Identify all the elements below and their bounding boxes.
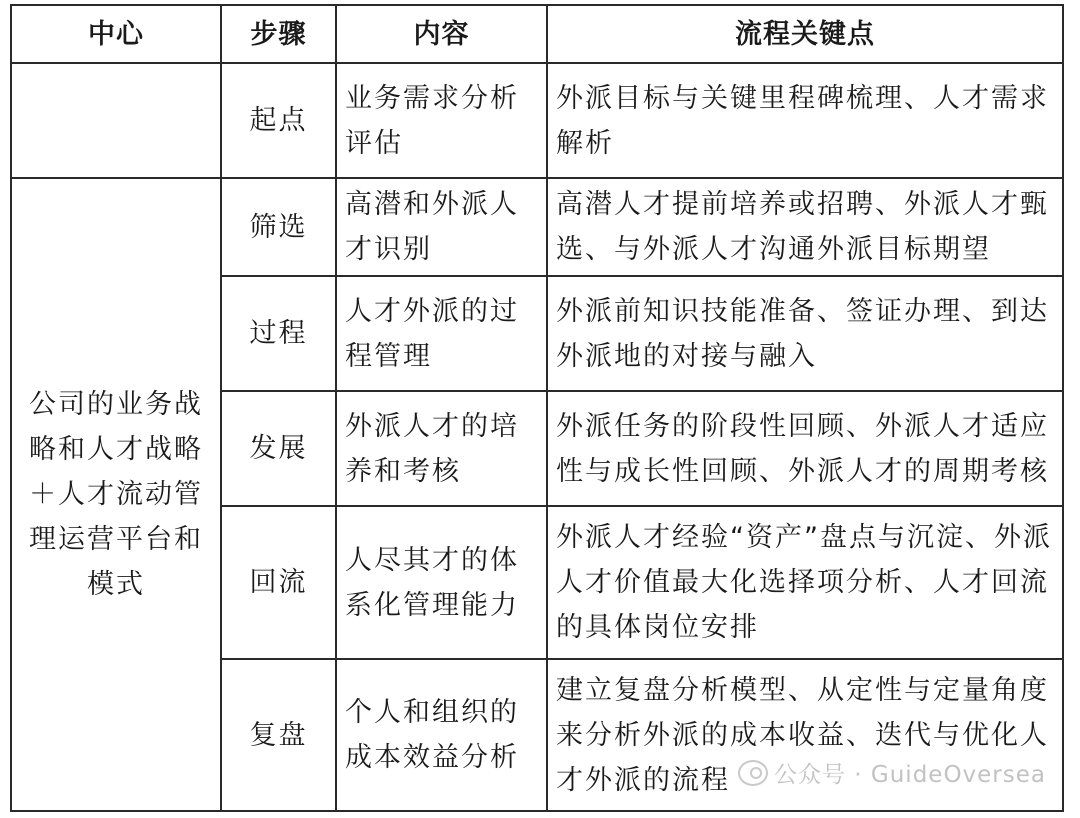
step-cell: 起点	[221, 63, 336, 178]
header-step: 步骤	[221, 5, 336, 63]
process-table	[10, 4, 1064, 812]
content-cell: 高潜和外派人才识别	[336, 178, 547, 276]
content-cell: 人才外派的过程管理	[336, 276, 547, 391]
step-cell: 筛选	[221, 178, 336, 276]
step-cell: 发展	[221, 391, 336, 506]
wechat-icon	[738, 760, 768, 786]
header-row	[11, 5, 1063, 63]
keypoint-cell: 高潜人才提前培养或招聘、外派人才甄选、与外派人才沟通外派目标期望	[547, 178, 1063, 276]
table-row	[11, 63, 1063, 178]
step-cell: 复盘	[221, 659, 336, 811]
watermark-text: 公众号 · GuideOversea	[773, 762, 1046, 788]
watermark	[738, 756, 1046, 789]
content-cell: 业务需求分析评估	[336, 63, 547, 178]
header-content: 内容	[336, 5, 547, 63]
header-center: 中心	[11, 5, 221, 63]
header-keypoints: 流程关键点	[547, 5, 1063, 63]
keypoint-cell: 外派前知识技能准备、签证办理、到达外派地的对接与融入	[547, 276, 1063, 391]
step-cell: 过程	[221, 276, 336, 391]
center-cell-main: 公司的业务战略和人才战略＋人才流动管理运营平台和模式	[11, 178, 221, 811]
keypoint-cell: 外派任务的阶段性回顾、外派人才适应性与成长性回顾、外派人才的周期考核	[547, 391, 1063, 506]
keypoint-cell: 外派目标与关键里程碑梳理、人才需求解析	[547, 63, 1063, 178]
content-cell: 外派人才的培养和考核	[336, 391, 547, 506]
table-row	[11, 178, 1063, 276]
step-cell: 回流	[221, 506, 336, 659]
content-cell: 人尽其才的体系化管理能力	[336, 506, 547, 659]
keypoint-cell: 外派人才经验“资产”盘点与沉淀、外派人才价值最大化选择项分析、人才回流的具体岗位安排	[547, 506, 1063, 659]
keypoint-cell: 建立复盘分析模型、从定性与定量角度来分析外派的成本收益、迭代与优化人才外派的流程	[547, 659, 1063, 811]
content-cell: 个人和组织的成本效益分析	[336, 659, 547, 811]
center-cell-empty	[11, 63, 221, 178]
